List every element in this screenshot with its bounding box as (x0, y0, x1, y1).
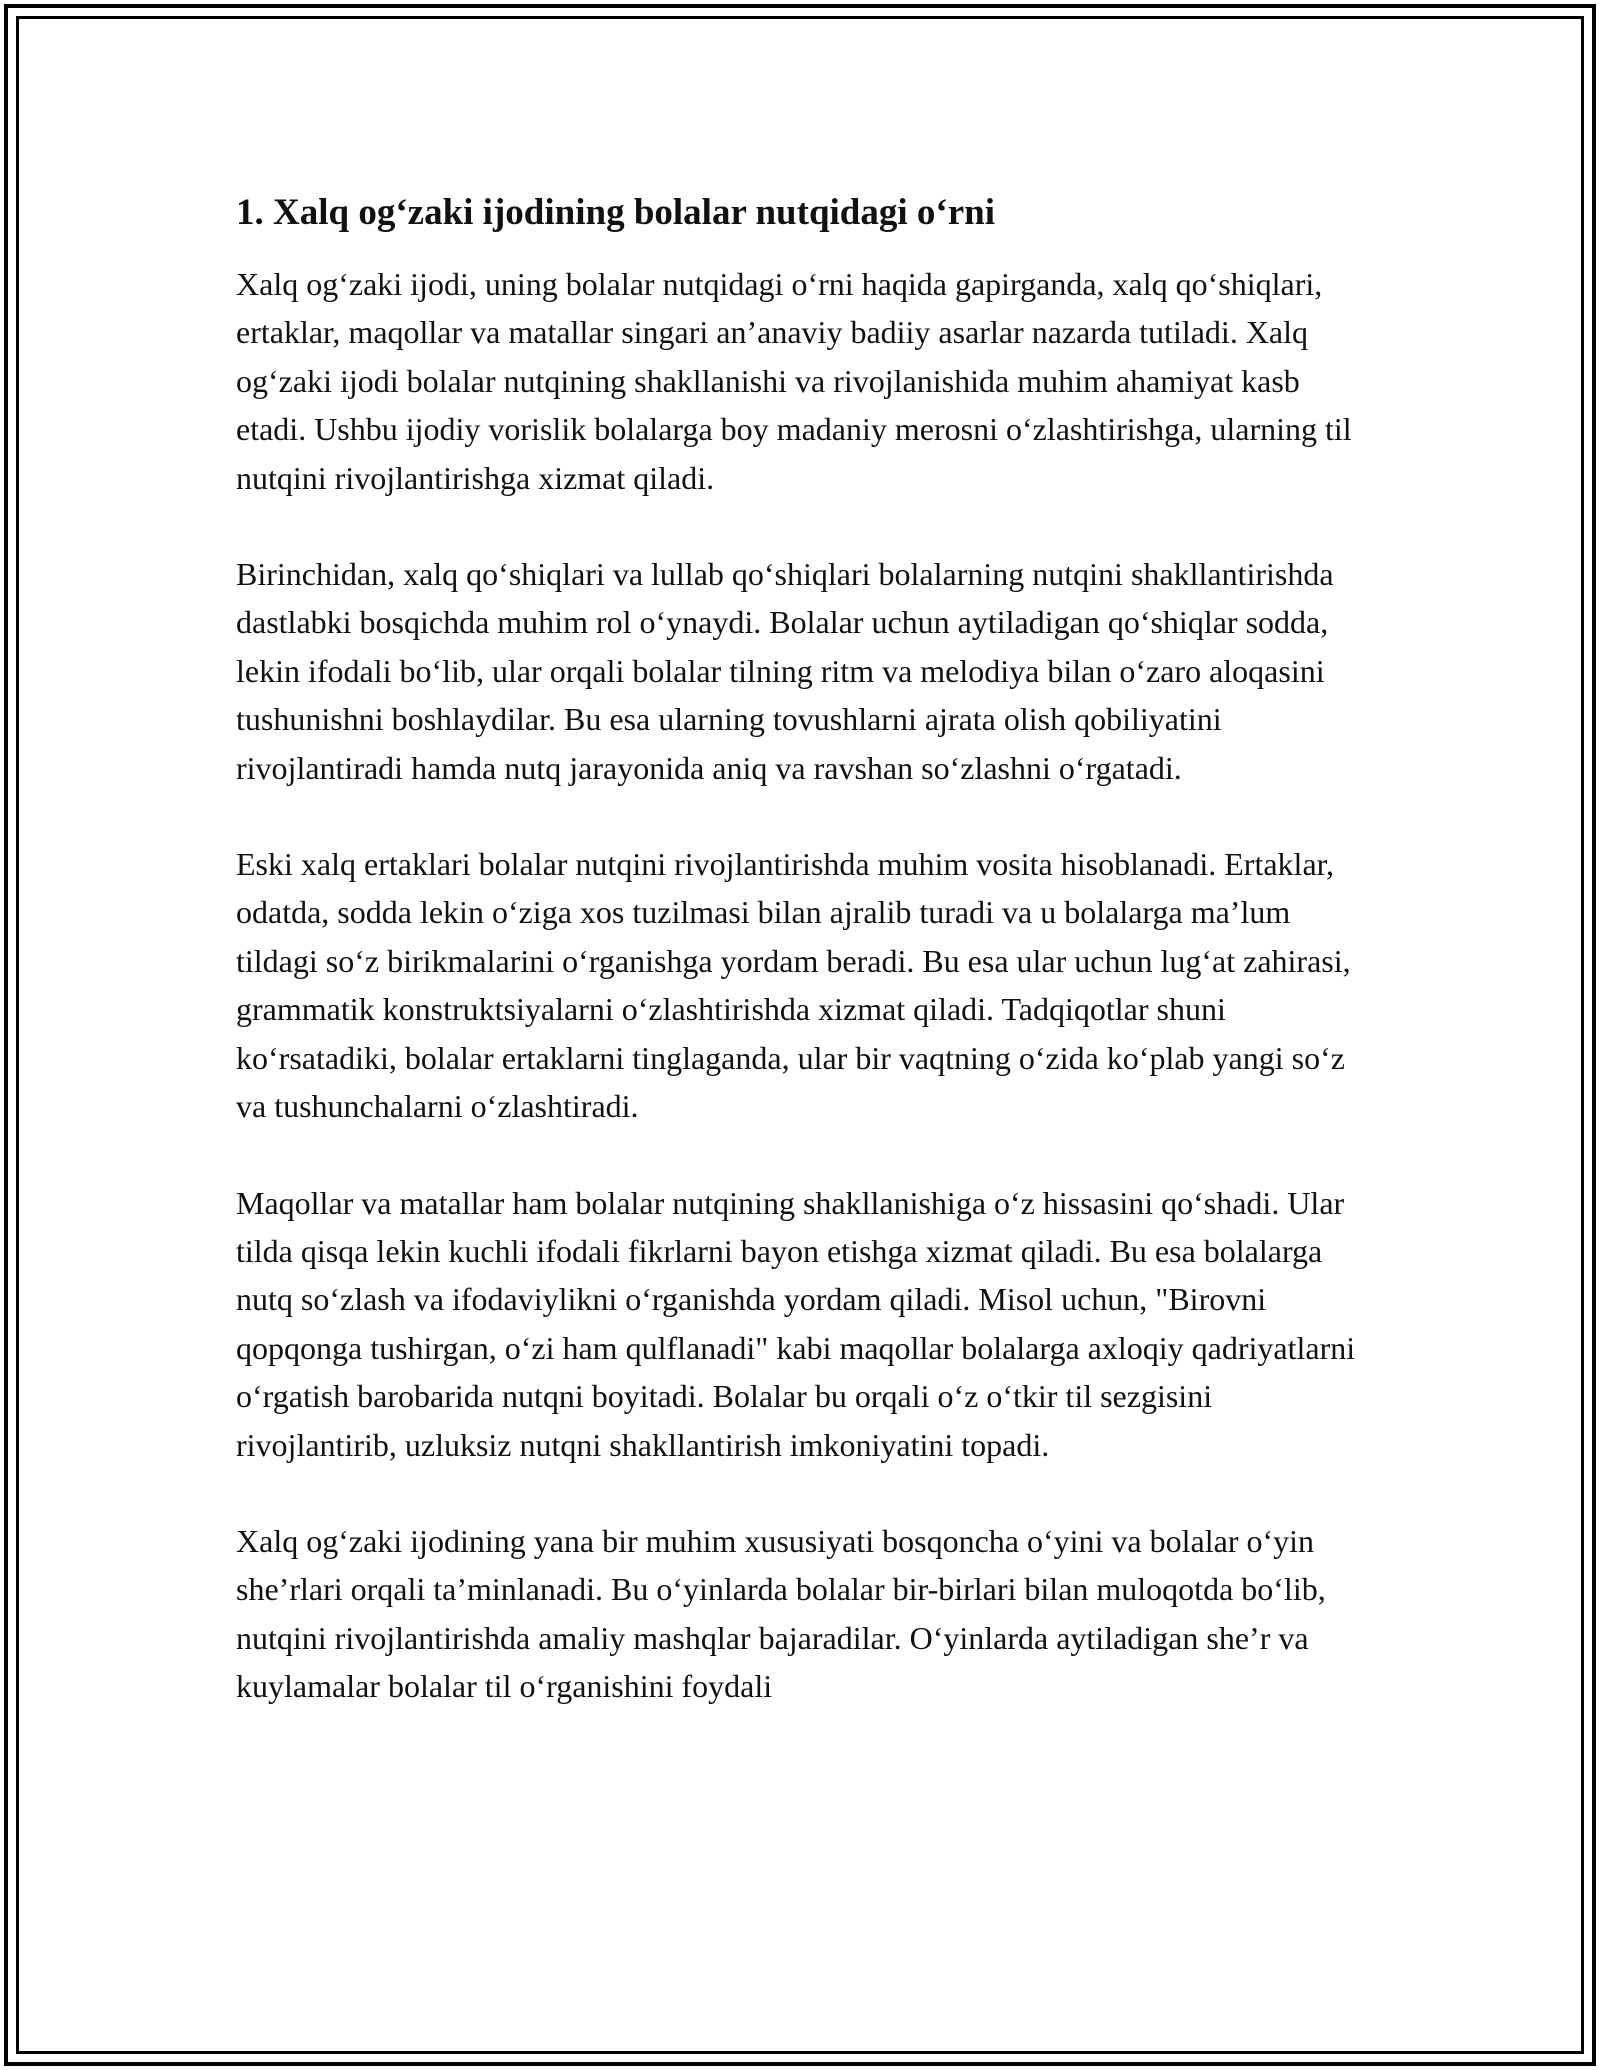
paragraph-games: Xalq og‘zaki ijodining yana bir muhim xususiyati bosqoncha o‘yini va bolalar o‘yin she’rlari orqali ta’minlanadi. Bu o‘yinlarda bolalar bir-birlari bilan muloqotda bo‘lib, nutqini rivojlantirishda amaliy mashqlar bajaradilar. O‘yinlarda aytiladigan she’r va kuylamalar bolalar til o‘rganishini foydali (236, 1522, 1326, 1705)
paragraph-tales: Eski xalq ertaklari bolalar nutqini rivojlantirishda muhim vosita hisoblanadi. Ertaklar, odatda, sodda lekin o‘ziga xos tuzilmasi bilan ajralib turadi va u bolalarga ma’lum tildagi so‘z birikmalarini o‘rganishga yordam beradi. Bu esa ular uchun lug‘at zahirasi, grammatik konstruktsiyalarni o‘zlashtirishda xizmat qiladi. Tadqiqotlar shuni ko‘rsatadiki, bolalar ertaklarni tinglaganda, ular bir vaqtning o‘zida ko‘plab yangi so‘z va tushunchalarni o‘zlashtiradi. (236, 846, 1351, 1125)
section-heading: 1. Xalq og‘zaki ijodining bolalar nutqidagi o‘rni (236, 192, 996, 233)
paragraph-proverbs: Maqollar va matallar ham bolalar nutqining shakllanishiga o‘z hissasini qo‘shadi. Ular tilda qisqa lekin kuchli ifodali fikrlarni bayon etishga xizmat qiladi. Bu esa bolalarga nutq so‘zlash va ifodaviylikni o‘rganishda yordam qiladi. Misol uchun, "Birovni qopqonga tushirgan, o‘zi ham qulflanadi" kabi maqollar bolalarga axloqiy qadriyatlarni o‘rgatish barobarida nutqni boyitadi. Bolalar bu orqali o‘z o‘tkir til sezgisini rivojlantirib, uzluksiz nutqni shakllantirish imkoniyatini topadi. (236, 1184, 1356, 1463)
document-body (236, 186, 1376, 1711)
paragraph-songs: Birinchidan, xalq qo‘shiqlari va lullab qo‘shiqlari bolalarning nutqini shakllantirishda dastlabki bosqichda muhim rol o‘ynaydi. Bolalar uchun aytiladigan qo‘shiqlar sodda, lekin ifodali bo‘lib, ular orqali bolalar tilning ritm va melodiya bilan o‘zaro aloqasini tushunishni boshlaydilar. Bu esa ularning tovushlarni ajrata olish qobiliyatini rivojlantiradi hamda nutq jarayonida aniq va ravshan so‘zlashni o‘rgatadi. (236, 556, 1334, 786)
paragraph-intro: Xalq og‘zaki ijodi, uning bolalar nutqidagi o‘rni haqida gapirganda, xalq qo‘shiqlari, ertaklar, maqollar va matallar singari an’anaviy badiiy asarlar nazarda tutiladi. Xalq og‘zaki ijodi bolalar nutqining shakllanishi va rivojlanishida muhim ahamiyat kasb etadi. Ushbu ijodiy vorislik bolalarga boy madaniy merosni o‘zlashtirishga, ularning til nutqini rivojlantirishga xizmat qiladi. (236, 266, 1352, 496)
